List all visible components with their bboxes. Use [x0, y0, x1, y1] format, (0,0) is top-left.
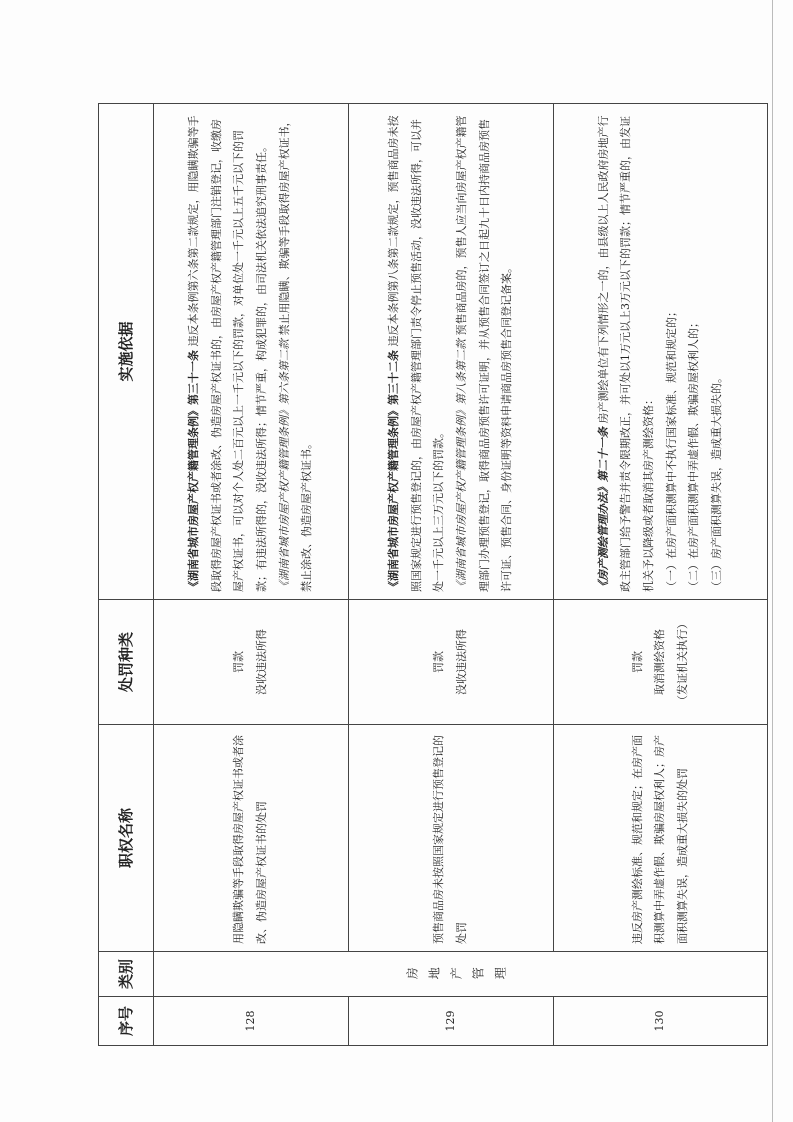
law-title: 《湖南省城市房屋产权产籍管理条例》第八条第二款 [455, 339, 468, 592]
law-text: 违反本条例第六条第二款规定，用隐瞒欺骗等手段取得房屋产权证书或者涂改、伪造房屋产权证书的，由房屋产权产籍管理部门注销登记，收缴房屋产权证书，可以对个人处二百元以上一千元以下的罚款，对单位处一千元以上五千元以下的罚款；有违法所得的，没收违法所得；情节严重，构成犯罪的，由司法机关依法追究刑事责任。 [187, 115, 268, 592]
basis-para-1 [183, 111, 273, 592]
basis-item: （三）房产面积测算失误，造成重大损失的。 [709, 372, 723, 592]
row-name: 预售商品房未按照国家规定进行预售登记的处罚 [349, 725, 554, 952]
table-row [154, 104, 349, 1046]
penalty-note: （发证机关执行） [675, 618, 689, 706]
category-label: 房地产管理 [405, 966, 516, 981]
page-edge-line [772, 0, 773, 1122]
law-text: 房产测绘单位有下列情形之一的，由县级以上人民政府房地产行政主管部门给予警告并责令限期改正，并可处以1万元以上3万元以下的罚款；情节严重的，由发证机关予以降级或者取消其房产测绘资格： [596, 115, 655, 592]
rotated-table [98, 103, 768, 1046]
law-title: 《湖南省城市房屋产权产籍管理条例》第三十一条 [187, 350, 201, 592]
row-name: 违反房产测绘标准、规范和规定；在房产面积测算中弄虚作假、欺骗房屋权利人；房产面积测算失误，造成重大损失的处罚 [554, 725, 768, 952]
row-name: 用隐瞒欺骗等手段取得房屋产权证书或者涂改、伪造房屋产权证书的处罚 [154, 725, 349, 952]
law-title: 《房产测绘管理办法》第二十一条 [596, 427, 610, 592]
row-basis [154, 104, 349, 600]
row-penalty [554, 600, 768, 725]
row-no: 128 [154, 997, 349, 1046]
law-text: 禁止用隐瞒、欺骗等手段取得房屋产权证书，禁止涂改、伪造房屋产权证书。 [277, 115, 314, 592]
row-no: 130 [554, 997, 768, 1046]
table-row [554, 104, 768, 1046]
header-basis: 实施依据 [99, 104, 154, 600]
header-penalty: 处罚种类 [99, 600, 154, 725]
row-no: 129 [349, 997, 554, 1046]
penalty-table [98, 103, 768, 1046]
header-no: 序号 [99, 997, 154, 1046]
basis-para-2 [451, 111, 519, 592]
table-row [349, 104, 554, 1046]
row-penalty [154, 600, 349, 725]
law-text: 预售商品房的，预售人应当向房屋产权产籍管理部门办理预售登记，取得商品房预售许可证明，并从预售合同签订之日起九十日内持商品房预售许可证、预售合同、身份证明等资料申请商品房预售合同登记备案。 [455, 115, 514, 592]
law-text: 违反本条例第八条第二款规定，预售商品房未按照国家规定进行预售登记的，由房屋产权产籍管理部门责令停止预售活动，没收违法所得，可以并处一千元以上三万元以下的罚款。 [387, 115, 446, 592]
row-basis [554, 104, 768, 600]
penalty-fine: 罚款 [232, 651, 246, 673]
row-basis [349, 104, 554, 600]
basis-para-1 [383, 111, 451, 592]
header-row [99, 104, 154, 1046]
law-title: 《湖南省城市房屋产权产籍管理条例》第三十二条 [387, 350, 401, 592]
category-cell [154, 952, 768, 997]
header-category: 类别 [99, 952, 154, 997]
penalty-confiscate: 没收违法所得 [455, 629, 468, 695]
header-name: 职权名称 [99, 725, 154, 952]
basis-para-2 [274, 111, 319, 592]
penalty-revoke: 取消测绘资格 [653, 629, 667, 695]
basis-para-1 [593, 111, 661, 592]
row-penalty [349, 600, 554, 725]
basis-item: （一）在房产面积测算中不执行国家标准、规范和规定的； [664, 306, 678, 592]
penalty-fine: 罚款 [630, 651, 644, 673]
penalty-confiscate: 没收违法所得 [255, 629, 268, 695]
basis-item: （二）在房产面积测算中弄虚作假、欺骗房屋权利人的； [687, 317, 701, 592]
law-title: 《湖南省城市房屋产权产籍管理条例》第六条第二款 [277, 339, 291, 592]
penalty-fine: 罚款 [432, 651, 446, 673]
